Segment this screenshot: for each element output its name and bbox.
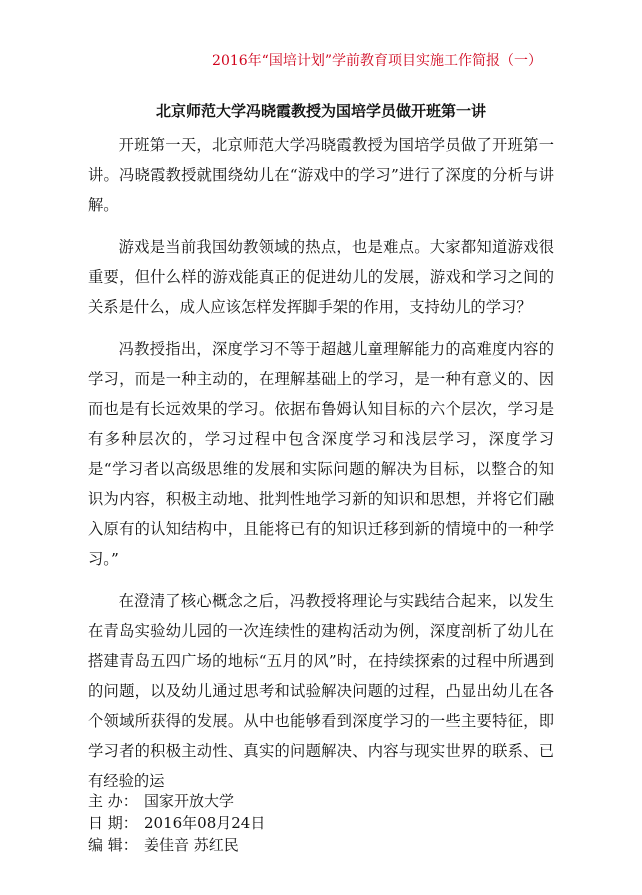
brief-header-title: 2016年“国培计划”学前教育项目实施工作简报（一） bbox=[212, 53, 542, 69]
footer-editor-value: 姜佳音 苏红民 bbox=[144, 836, 239, 854]
footer-editor-label: 编 辑： bbox=[88, 836, 138, 854]
article-title: 北京师范大学冯晓霞教授为国培学员做开班第一讲 bbox=[155, 102, 486, 120]
paragraph-4: 在澄清了核心概念之后，冯教授将理论与实践结合起来，以发生在青岛实验幼儿园的一次连续性的建构活动为例，深度剖析了幼儿在搭建青岛五四广场的地标“五月的风”时，在持续探索的过程中所遇到的问题，以及幼儿通过思考和试验解决问题的过程，凸显出幼儿在各个领域所获得的发展。从中也能够看到深度学习的一些主要特征，即学习者的积极主动性、真实的问题解决、内容与现实世界的联系、已有经验的运 bbox=[88, 592, 554, 790]
paragraph-3: 冯教授指出，深度学习不等于超越儿童理解能力的高难度内容的学习，而是一种主动的，在理解基础上的学习，是一种有意义的、因而也是有长远效果的学习。依据布鲁姆认知目标的六个层次，学习是有多种层次的，学习过程中包含深度学习和浅层学习，深度学习是“学习者以高级思维的发展和实际问题的解决为目标，以整合的知识为内容，积极主动地、批判性地学习新的知识和思想，并将它们融入原有的认知结构中，且能将已有的知识迁移到新的情境中的一种学习。” bbox=[88, 340, 554, 568]
footer-date-value: 2016年08月24日 bbox=[144, 814, 266, 832]
article-body bbox=[88, 130, 554, 808]
document-footer bbox=[88, 790, 265, 856]
paragraph-1: 开班第一天，北京师范大学冯晓霞教授为国培学员做了开班第一讲。冯晓霞教授就围绕幼儿在“游戏中的学习”进行了深度的分析与讲解。 bbox=[88, 136, 554, 214]
paragraph-2: 游戏是当前我国幼教领域的热点，也是难点。大家都知道游戏很重要，但什么样的游戏能真正的促进幼儿的发展，游戏和学习之间的关系是什么，成人应该怎样发挥脚手架的作用，支持幼儿的学习？ bbox=[88, 238, 554, 316]
footer-sponsor-value: 国家开放大学 bbox=[144, 792, 235, 810]
footer-editor-row bbox=[88, 834, 265, 856]
footer-date-row bbox=[88, 812, 265, 834]
footer-sponsor-row bbox=[88, 790, 265, 812]
footer-sponsor-label: 主 办： bbox=[88, 792, 138, 810]
footer-date-label: 日 期： bbox=[88, 814, 138, 832]
